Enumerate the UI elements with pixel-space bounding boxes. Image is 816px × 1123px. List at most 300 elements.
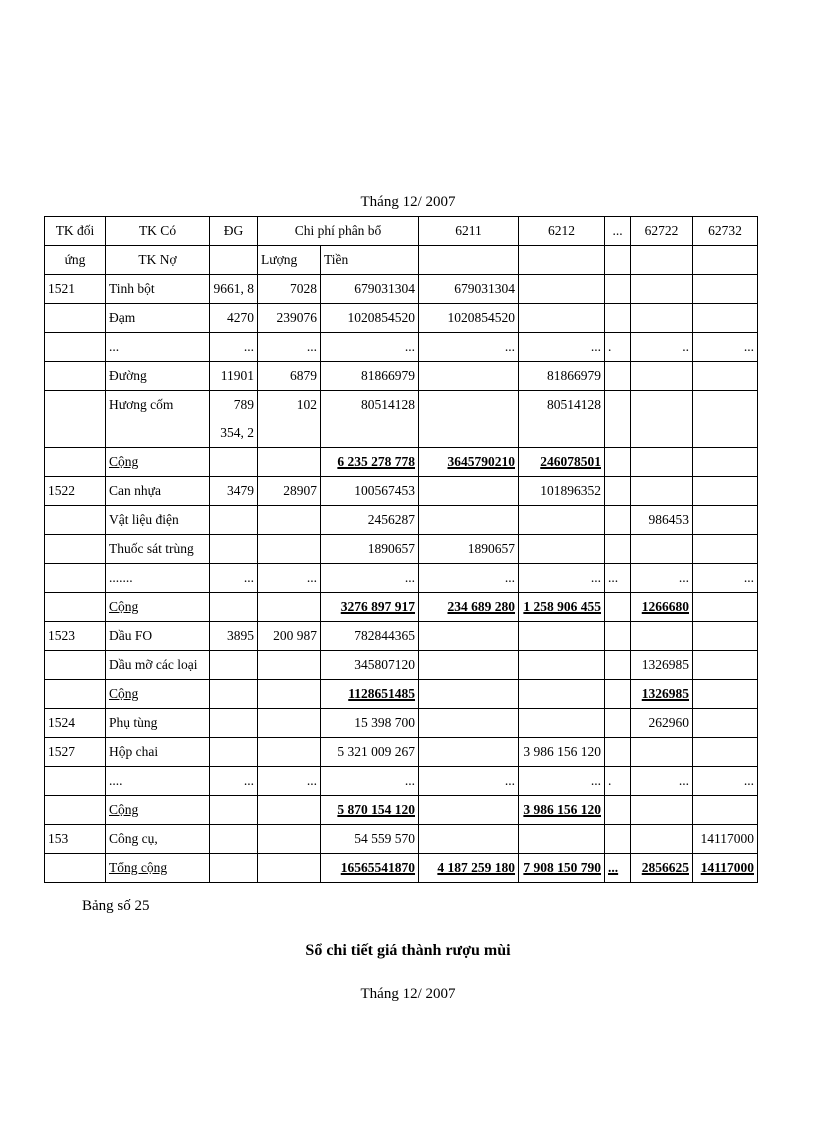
amount-cell: [321, 709, 419, 738]
quantity-cell: [258, 593, 321, 622]
quantity-cell: [258, 304, 321, 333]
account-code-cell: [45, 709, 106, 738]
col-6211-cell: [419, 362, 519, 391]
header-row-1: [45, 217, 758, 246]
account-name-text: Cộng: [109, 686, 139, 701]
col-6211-text: 4 187 259 180: [437, 860, 515, 875]
col-6211-text: 1020854520: [447, 310, 515, 325]
unit-price-cell: [210, 854, 258, 883]
col-62722-cell: [631, 651, 693, 680]
table-row: [45, 564, 758, 593]
unit-price-text: 3479: [227, 483, 254, 498]
quantity-text: ...: [306, 339, 317, 354]
unit-price-cell: [210, 391, 258, 448]
account-name-cell: [106, 651, 210, 680]
account-code-cell: [45, 391, 106, 448]
header-tk-co: TK Có: [106, 217, 210, 246]
account-code-cell: [45, 738, 106, 767]
account-code-text: 1521: [48, 281, 75, 296]
quantity-cell: [258, 362, 321, 391]
cost-allocation-table: [44, 216, 758, 883]
account-name-text: Hộp chai: [109, 744, 159, 759]
unit-price-line: 789: [233, 397, 254, 412]
account-code-cell: [45, 564, 106, 593]
col-6212-cell: [519, 477, 605, 506]
col-dots-cell: [605, 448, 631, 477]
account-name-cell: [106, 391, 210, 448]
col-dots-cell: [605, 535, 631, 564]
col-6211-cell: [419, 391, 519, 448]
account-name-cell: [106, 333, 210, 362]
amount-cell: [321, 825, 419, 854]
quantity-cell: [258, 709, 321, 738]
amount-cell: [321, 506, 419, 535]
header-empty-cell: [519, 246, 605, 275]
col-62732-cell: [693, 391, 758, 448]
col-62722-cell: [631, 448, 693, 477]
amount-text: 5 321 009 267: [337, 744, 415, 759]
quantity-text: ...: [306, 570, 317, 585]
col-6211-cell: [419, 738, 519, 767]
unit-price-cell: [210, 304, 258, 333]
amount-cell: [321, 622, 419, 651]
amount-cell: [321, 796, 419, 825]
quantity-cell: [258, 767, 321, 796]
account-code-cell: [45, 362, 106, 391]
account-name-text: Công cụ,: [109, 831, 158, 846]
account-name-text: ...: [109, 339, 120, 354]
account-name-text: Phụ tùng: [109, 715, 158, 730]
col-6211-text: 679031304: [454, 281, 515, 296]
col-62722-text: ...: [678, 570, 689, 585]
col-6212-cell: [519, 333, 605, 362]
account-name-cell: [106, 564, 210, 593]
amount-cell: [321, 767, 419, 796]
col-6211-text: 1890657: [467, 541, 515, 556]
amount-text: 1020854520: [347, 310, 415, 325]
col-62722-text: 986453: [648, 512, 689, 527]
col-6212-cell: [519, 564, 605, 593]
quantity-text: 7028: [290, 281, 317, 296]
col-62722-text: 2856625: [641, 860, 689, 875]
table-row: [45, 825, 758, 854]
account-code-cell: [45, 767, 106, 796]
col-6212-text: 3 986 156 120: [523, 802, 601, 817]
unit-price-cell: [210, 362, 258, 391]
col-62732-cell: [693, 680, 758, 709]
amount-text: 1890657: [367, 541, 415, 556]
table-row: [45, 477, 758, 506]
account-code-cell: [45, 651, 106, 680]
table-row: [45, 304, 758, 333]
amount-cell: [321, 738, 419, 767]
amount-text: 782844365: [354, 628, 415, 643]
col-dots-cell: [605, 477, 631, 506]
unit-price-text: ...: [243, 339, 254, 354]
col-6212-text: 1 258 906 455: [523, 599, 601, 614]
table-row: [45, 680, 758, 709]
unit-price-cell: [210, 448, 258, 477]
unit-price-cell: [210, 333, 258, 362]
account-name-cell: [106, 275, 210, 304]
account-name-cell: [106, 362, 210, 391]
quantity-cell: [258, 680, 321, 709]
col-6212-text: ...: [590, 570, 601, 585]
col-6212-cell: [519, 767, 605, 796]
table-row: [45, 709, 758, 738]
col-62722-cell: [631, 796, 693, 825]
amount-cell: [321, 448, 419, 477]
col-dots-cell: [605, 304, 631, 333]
account-name-cell: [106, 593, 210, 622]
account-name-text: Tinh bột: [109, 281, 155, 296]
col-62722-cell: [631, 825, 693, 854]
col-62722-cell: [631, 767, 693, 796]
account-code-cell: [45, 506, 106, 535]
col-62732-cell: [693, 448, 758, 477]
unit-price-line: 354, 2: [220, 425, 254, 440]
col-dots-cell: [605, 362, 631, 391]
amount-cell: [321, 304, 419, 333]
account-code-text: 153: [48, 831, 69, 846]
col-6212-cell: [519, 304, 605, 333]
unit-price-text: 3895: [227, 628, 254, 643]
col-62722-cell: [631, 680, 693, 709]
col-62722-text: ..: [682, 339, 689, 354]
col-62732-cell: [693, 593, 758, 622]
col-62732-cell: [693, 304, 758, 333]
col-6211-cell: [419, 333, 519, 362]
amount-cell: [321, 275, 419, 304]
table-row: [45, 391, 758, 448]
account-code-cell: [45, 477, 106, 506]
account-name-cell: [106, 304, 210, 333]
account-code-text: 1522: [48, 483, 75, 498]
header-tk-doi-ung: TK đối: [45, 217, 106, 246]
account-code-cell: [45, 854, 106, 883]
quantity-cell: [258, 448, 321, 477]
amount-text: 345807120: [354, 657, 415, 672]
quantity-cell: [258, 477, 321, 506]
account-code-cell: [45, 304, 106, 333]
account-code-text: 1527: [48, 744, 75, 759]
col-6211-cell: [419, 767, 519, 796]
quantity-cell: [258, 796, 321, 825]
quantity-text: 6879: [290, 368, 317, 383]
col-62732-cell: [693, 275, 758, 304]
col-dots-cell: [605, 680, 631, 709]
col-62722-cell: [631, 275, 693, 304]
amount-text: 15 398 700: [354, 715, 415, 730]
table-row: [45, 362, 758, 391]
amount-text: 81866979: [361, 368, 415, 383]
col-6212-text: 7 908 150 790: [523, 860, 601, 875]
col-6212-cell: [519, 506, 605, 535]
col-62722-text: 1266680: [641, 599, 689, 614]
col-dots-cell: [605, 391, 631, 448]
amount-cell: [321, 477, 419, 506]
account-name-cell: [106, 448, 210, 477]
quantity-text: 200 987: [273, 628, 317, 643]
table-row: [45, 593, 758, 622]
col-62732-text: ...: [743, 570, 754, 585]
col-62722-cell: [631, 506, 693, 535]
col-6212-cell: [519, 622, 605, 651]
col-62732-cell: [693, 651, 758, 680]
quantity-cell: [258, 564, 321, 593]
col-62732-text: 14117000: [700, 831, 754, 846]
account-name-cell: [106, 622, 210, 651]
amount-cell: [321, 680, 419, 709]
col-6212-cell: [519, 448, 605, 477]
quantity-cell: [258, 506, 321, 535]
col-6211-cell: [419, 680, 519, 709]
amount-text: 2456287: [367, 512, 415, 527]
account-name-text: ....: [109, 773, 123, 788]
col-6211-cell: [419, 622, 519, 651]
table-row: [45, 506, 758, 535]
unit-price-cell: [210, 680, 258, 709]
account-name-text: Hương cốm: [109, 397, 174, 412]
unit-price-cell: [210, 825, 258, 854]
unit-price-cell: [210, 593, 258, 622]
col-6212-cell: [519, 709, 605, 738]
col-6212-text: 80514128: [547, 397, 601, 412]
col-6211-text: ...: [504, 339, 515, 354]
col-6211-cell: [419, 304, 519, 333]
col-62722-cell: [631, 362, 693, 391]
col-62722-cell: [631, 564, 693, 593]
col-6211-cell: [419, 477, 519, 506]
col-6211-text: 234 689 280: [447, 599, 515, 614]
col-62732-text: ...: [743, 339, 754, 354]
account-name-text: Can nhựa: [109, 483, 161, 498]
account-name-cell: [106, 854, 210, 883]
quantity-text: 239076: [276, 310, 317, 325]
col-dots-cell: [605, 709, 631, 738]
col-62722-cell: [631, 593, 693, 622]
col-6211-text: ...: [504, 570, 515, 585]
col-62732-cell: [693, 564, 758, 593]
col-62722-text: ...: [678, 773, 689, 788]
account-code-cell: [45, 622, 106, 651]
col-62732-cell: [693, 738, 758, 767]
amount-text: 3276 897 917: [340, 599, 415, 614]
quantity-text: 102: [296, 397, 317, 412]
col-dots-cell: [605, 767, 631, 796]
header-62732: 62732: [693, 217, 758, 246]
table-row: [45, 651, 758, 680]
amount-cell: [321, 333, 419, 362]
header-ung: ứng: [45, 246, 106, 275]
col-dots-cell: [605, 593, 631, 622]
amount-cell: [321, 593, 419, 622]
header-tien: Tiền: [321, 246, 419, 275]
quantity-cell: [258, 622, 321, 651]
table-row: [45, 535, 758, 564]
col-6212-text: 101896352: [540, 483, 601, 498]
amount-cell: [321, 651, 419, 680]
col-dots-cell: [605, 506, 631, 535]
col-dots-cell: [605, 333, 631, 362]
section-month: Tháng 12/ 2007: [360, 986, 456, 1002]
unit-price-cell: [210, 275, 258, 304]
account-name-text: Cộng: [109, 802, 139, 817]
col-6212-text: 246078501: [540, 454, 601, 469]
col-6212-cell: [519, 391, 605, 448]
account-name-text: Dầu FO: [109, 628, 153, 643]
quantity-cell: [258, 391, 321, 448]
col-62722-cell: [631, 304, 693, 333]
table-row: [45, 796, 758, 825]
col-6211-text: ...: [504, 773, 515, 788]
col-62722-cell: [631, 391, 693, 448]
col-62732-cell: [693, 535, 758, 564]
amount-text: ...: [404, 773, 415, 788]
amount-text: 5 870 154 120: [337, 802, 415, 817]
col-6211-cell: [419, 593, 519, 622]
col-dots-cell: [605, 796, 631, 825]
account-code-cell: [45, 593, 106, 622]
account-name-text: Vật liệu điện: [109, 512, 179, 527]
col-62722-text: 1326985: [641, 686, 689, 701]
amount-text: 6 235 278 778: [337, 454, 415, 469]
col-62732-cell: [693, 767, 758, 796]
table-row: [45, 448, 758, 477]
col-62722-cell: [631, 709, 693, 738]
col-6212-cell: [519, 738, 605, 767]
unit-price-cell: [210, 622, 258, 651]
account-name-cell: [106, 506, 210, 535]
quantity-cell: [258, 854, 321, 883]
table-month-heading: Tháng 12/ 2007: [360, 194, 456, 210]
account-code-cell: [45, 825, 106, 854]
account-code-cell: [45, 275, 106, 304]
account-name-text: Thuốc sát trùng: [109, 541, 194, 556]
quantity-text: 28907: [283, 483, 317, 498]
account-name-cell: [106, 796, 210, 825]
col-dots-text: .: [608, 773, 612, 788]
col-62722-cell: [631, 477, 693, 506]
col-6212-text: 81866979: [547, 368, 601, 383]
account-name-text: Đạm: [109, 310, 136, 325]
col-62722-cell: [631, 854, 693, 883]
col-62732-cell: [693, 362, 758, 391]
unit-price-text: 11901: [220, 368, 254, 383]
col-6211-text: 3645790210: [447, 454, 515, 469]
amount-text: 1128651485: [348, 686, 415, 701]
col-6212-cell: [519, 535, 605, 564]
account-name-cell: [106, 680, 210, 709]
account-name-text: Đường: [109, 368, 147, 383]
col-6212-cell: [519, 825, 605, 854]
header-luong: Lượng: [258, 246, 321, 275]
section-title: Sổ chi tiết giá thành rượu mùi: [305, 942, 511, 959]
col-62732-cell: [693, 796, 758, 825]
account-code-cell: [45, 448, 106, 477]
account-code-cell: [45, 333, 106, 362]
col-6211-cell: [419, 564, 519, 593]
account-name-text: .......: [109, 570, 133, 585]
col-6211-cell: [419, 709, 519, 738]
quantity-text: ...: [306, 773, 317, 788]
unit-price-cell: [210, 796, 258, 825]
account-name-cell: [106, 825, 210, 854]
amount-cell: [321, 535, 419, 564]
col-dots-cell: [605, 651, 631, 680]
unit-price-text: 9661, 8: [213, 281, 254, 296]
account-name-cell: [106, 535, 210, 564]
account-code-text: 1524: [48, 715, 75, 730]
col-6212-text: ...: [590, 773, 601, 788]
table-row: [45, 333, 758, 362]
col-62732-text: 14117000: [700, 860, 754, 875]
col-6212-cell: [519, 275, 605, 304]
col-6212-cell: [519, 651, 605, 680]
col-62732-cell: [693, 622, 758, 651]
col-6212-cell: [519, 362, 605, 391]
unit-price-cell: [210, 738, 258, 767]
col-62732-cell: [693, 506, 758, 535]
table-row: [45, 854, 758, 883]
col-6212-cell: [519, 680, 605, 709]
col-dots-cell: [605, 622, 631, 651]
col-6211-cell: [419, 275, 519, 304]
header-dots: ...: [605, 217, 631, 246]
account-name-text: Dầu mỡ các loại: [109, 657, 198, 672]
header-empty-cell: [693, 246, 758, 275]
account-code-cell: [45, 680, 106, 709]
col-62722-text: 1326985: [641, 657, 689, 672]
amount-text: ...: [404, 570, 415, 585]
col-dots-cell: [605, 564, 631, 593]
col-6211-cell: [419, 651, 519, 680]
account-name-cell: [106, 709, 210, 738]
col-6211-cell: [419, 506, 519, 535]
amount-text: 100567453: [354, 483, 415, 498]
header-empty-cell: [605, 246, 631, 275]
col-62722-cell: [631, 333, 693, 362]
col-62722-text: 262960: [648, 715, 689, 730]
col-dots-text: .: [608, 339, 612, 354]
header-empty-cell: [419, 246, 519, 275]
unit-price-cell: [210, 535, 258, 564]
col-6212-text: 3 986 156 120: [523, 744, 601, 759]
unit-price-cell: [210, 477, 258, 506]
header-6211: 6211: [419, 217, 519, 246]
account-name-text: Cộng: [109, 454, 139, 469]
col-dots-text: ...: [608, 570, 619, 585]
account-name-text: Cộng: [109, 599, 139, 614]
col-6211-cell: [419, 448, 519, 477]
unit-price-cell: [210, 564, 258, 593]
account-name-cell: [106, 767, 210, 796]
account-name-cell: [106, 738, 210, 767]
quantity-cell: [258, 825, 321, 854]
amount-text: 54 559 570: [354, 831, 415, 846]
amount-text: 16565541870: [340, 860, 415, 875]
unit-price-cell: [210, 709, 258, 738]
col-6212-text: ...: [590, 339, 601, 354]
col-dots-cell: [605, 854, 631, 883]
col-6211-cell: [419, 796, 519, 825]
col-62722-cell: [631, 535, 693, 564]
col-62732-cell: [693, 709, 758, 738]
amount-text: ...: [404, 339, 415, 354]
unit-price-text: ...: [243, 570, 254, 585]
col-dots-cell: [605, 738, 631, 767]
table-row: [45, 275, 758, 304]
